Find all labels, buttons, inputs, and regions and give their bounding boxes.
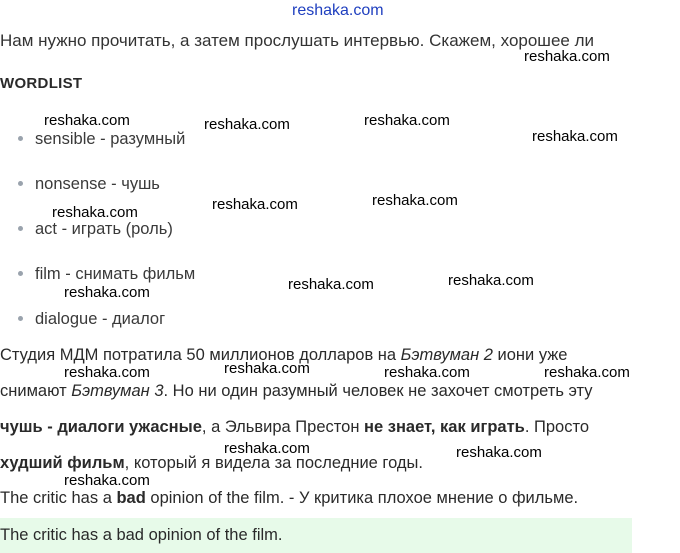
watermark: reshaka.com — [532, 128, 618, 145]
watermark: reshaka.com — [448, 272, 534, 289]
watermark: reshaka.com — [288, 276, 374, 293]
bullet-icon — [18, 226, 23, 231]
wordlist-item-text: dialogue - диалог — [35, 310, 166, 328]
watermark: reshaka.com — [384, 364, 470, 381]
wordlist-item — [18, 265, 195, 284]
watermark: reshaka.com — [524, 48, 610, 65]
wordlist-item-text: sensible - разумный — [35, 130, 186, 148]
wordlist-item-text: nonsense - чушь — [35, 175, 160, 193]
watermark: reshaka.com — [44, 112, 130, 129]
watermark: reshaka.com — [64, 472, 150, 489]
paragraph-line: Студия МДМ потратила 50 миллионов долларов на Бэтвуман 2 иони уже — [0, 346, 568, 364]
wordlist-item — [18, 220, 173, 239]
wordlist-item — [18, 310, 165, 329]
watermark: reshaka.com — [64, 364, 150, 381]
watermark: reshaka.com — [204, 116, 290, 133]
watermark: reshaka.com — [224, 360, 310, 377]
intro-text: Нам нужно прочитать, а затем прослушать интервью. Скажем, хорошее ли — [0, 31, 594, 50]
watermark: reshaka.com — [544, 364, 630, 381]
wordlist-title: WORDLIST — [0, 75, 83, 92]
paragraph-line: The critic has a bad opinion of the film. - У критика плохое мнение о фильме. — [0, 489, 579, 507]
watermark: reshaka.com — [212, 196, 298, 213]
paragraph-line: худший фильм, который я видела за последние годы. — [0, 454, 423, 472]
watermark: reshaka.com — [372, 192, 458, 209]
watermark: reshaka.com — [456, 444, 542, 461]
paragraph-line: чушь - диалоги ужасные, а Эльвира Престон не знает, как играть. Просто — [0, 418, 590, 436]
watermark: reshaka.com — [224, 440, 310, 457]
paragraph-line: снимают Бэтвуман 3. Но ни один разумный человек не захочет смотреть эту — [0, 382, 593, 400]
wordlist-item — [18, 175, 160, 194]
watermark: reshaka.com — [364, 112, 450, 129]
watermark: reshaka.com — [64, 284, 150, 301]
bullet-icon — [18, 316, 23, 321]
wordlist-item-text: film - снимать фильм — [35, 265, 196, 283]
bullet-icon — [18, 271, 23, 276]
wordlist-item-text: act - играть (роль) — [35, 220, 173, 238]
wordlist-item — [18, 130, 185, 149]
site-header-link[interactable]: reshaka.com — [292, 2, 384, 19]
watermark: reshaka.com — [52, 204, 138, 221]
bullet-icon — [18, 136, 23, 141]
bullet-icon — [18, 181, 23, 186]
example-text: The critic has a bad opinion of the film. — [0, 526, 283, 544]
